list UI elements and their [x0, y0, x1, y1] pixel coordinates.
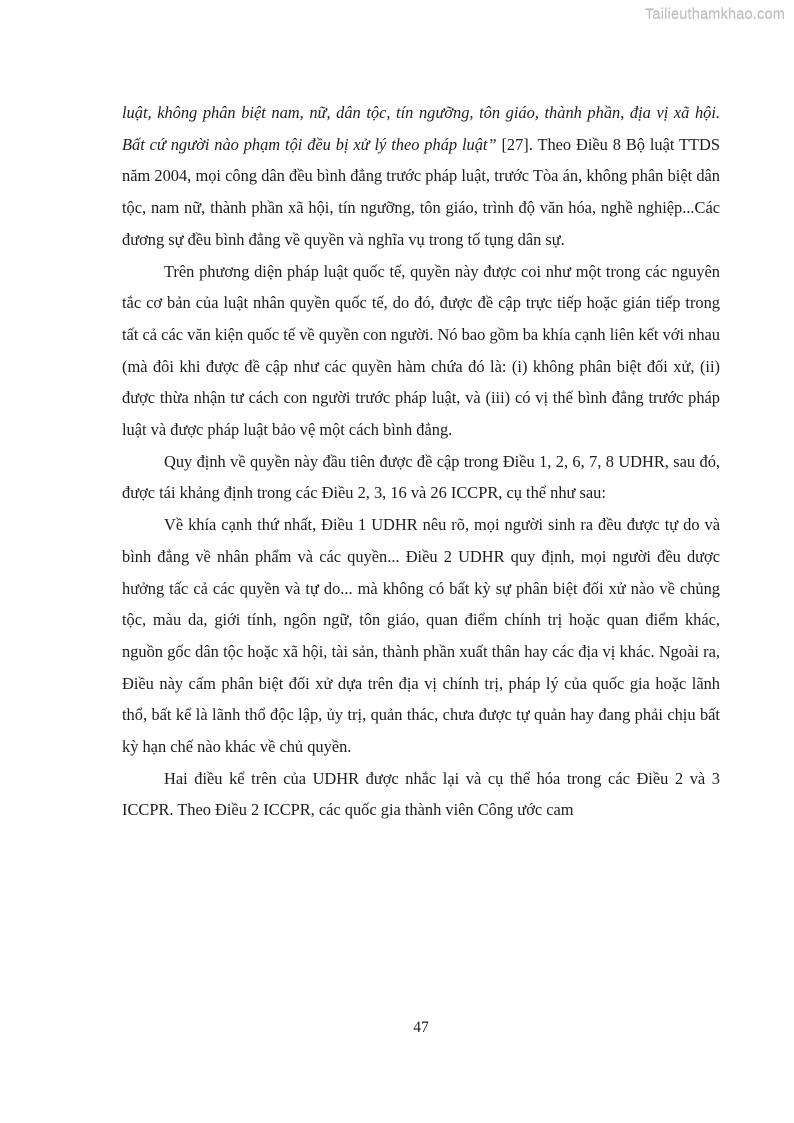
paragraph-quote-continuation [122, 97, 720, 256]
paragraph-international-law: Trên phương diện pháp luật quốc tế, quyền này được coi như một trong các nguyên tắc cơ bản của luật nhân quyền quốc tế, do đó, được đề cập trực tiếp hoặc gián tiếp trong tất cả các văn kiện quốc tế về quyền con người. Nó bao gồm ba khía cạnh liên kết với nhau (mà đôi khi được đề cập như các quyền hàm chứa đó là: (i) không phân biệt đối xử, (ii) được thừa nhận tư cách con người trước pháp luật, và (iii) có vị thế bình đẳng trước pháp luật và được pháp luật bảo vệ một cách bình đẳng. [122, 261, 720, 440]
paragraph-first-aspect: Về khía cạnh thứ nhất, Điều 1 UDHR nêu rõ, mọi người sinh ra đều được tự do và bình đẳng về nhân phẩm và các quyền... Điều 2 UDHR quy định, mọi người đều dược hưởng tấc cả các quyền và tự do... mà không có bất kỳ sự phân biệt đối xử nào về chủng tộc, màu da, giới tính, ngôn ngữ, tôn giáo, quan điểm chính trị hoặc quan điểm khác, nguồn gốc dân tộc hoặc xã hội, tài sản, thành phần xuất thân hay các địa vị khác. Ngoài ra, Điều này cấm phân biệt đối xử dựa trên địa vị chính trị, pháp lý của quốc gia hoặc lãnh thổ, bất kể là lãnh thổ độc lập, ủy trị, quản thác, chưa được tự quản hay đang phải chịu bất kỳ hạn chế nào khác về chủ quyền. [122, 515, 720, 757]
page-number: 47 [413, 1019, 429, 1036]
page-body-text [122, 97, 720, 826]
paragraph-iccpr-commitment: Hai điều kể trên của UDHR được nhắc lại và cụ thể hóa trong các Điều 2 và 3 ICCPR. Theo Điều 2 ICCPR, các quốc gia thành viên Công ước cam [122, 768, 720, 820]
paragraph-regular-text: [27]. Theo Điều 8 Bộ luật TTDS năm 2004, mọi công dân đều bình đẳng trước pháp luật, trước Tòa án, không phân biệt dân tộc, nam nữ, thành phần xã hội, tín ngưỡng, tôn giáo, trình độ văn hóa, nghề nghiệp...Các đương sự đều bình đẳng về quyền và nghĩa vụ trong tố tụng dân sự. [122, 134, 720, 249]
site-watermark: Tailieuthamkhao.com [644, 7, 785, 23]
quoted-law-text: luật, không phân biệt nam, nữ, dân tộc, tín ngưỡng, tôn giáo, thành phần, địa vị xã hội. Bất cứ người nào phạm tội đều bị xử lý theo pháp luật” [122, 103, 720, 154]
paragraph-udhr-iccpr-articles: Quy định về quyền này đầu tiên được đề cập trong Điều 1, 2, 6, 7, 8 UDHR, sau đó, được tái khảng định trong các Điều 2, 3, 16 và 26 ICCPR, cụ thể như sau: [122, 451, 720, 503]
